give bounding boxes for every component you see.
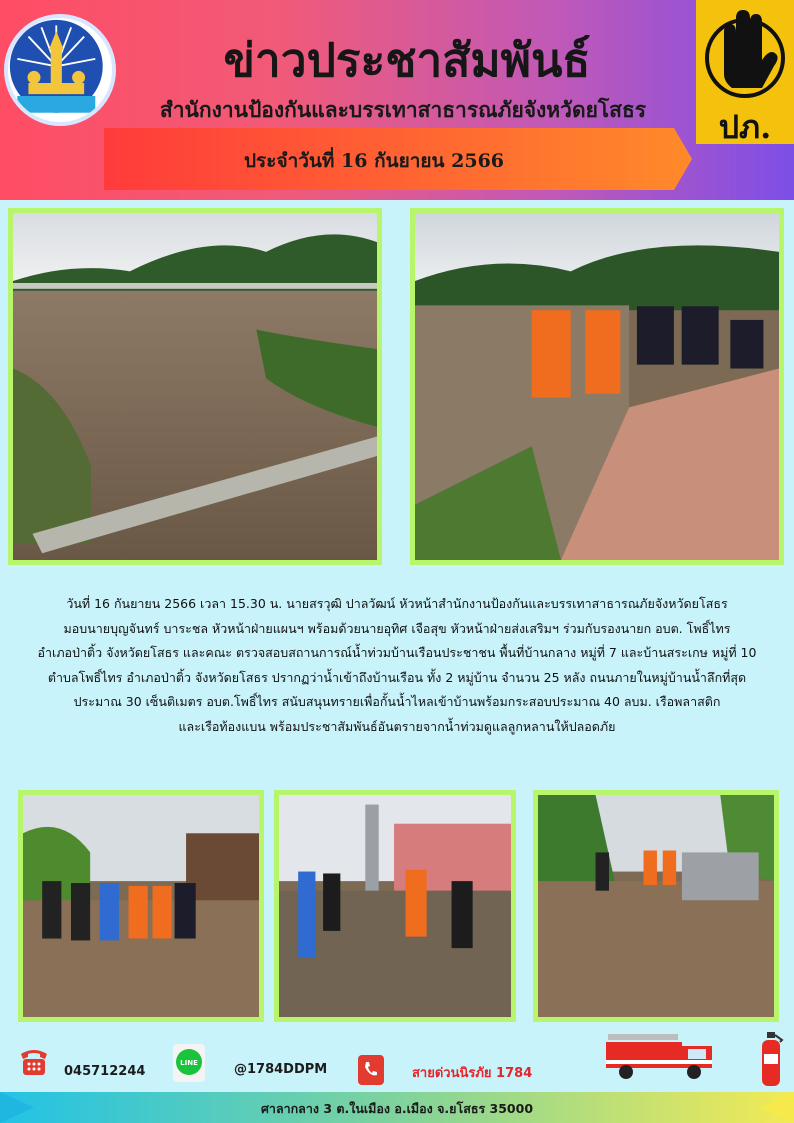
news-body	[14, 592, 780, 739]
phone-call-icon	[358, 1055, 384, 1085]
photo-flooded-river-bridge	[8, 208, 382, 565]
photo-group-in-flooded-street	[18, 790, 264, 1022]
news-line: ประมาณ 30 เซ็นติเมตร อบต.โพธิ์ไทร สนับสนุนทรายเพื่อกั้นน้ำไหลเข้าบ้านพร้อมกระสอบประมาณ 40 ลบม. เรือพลาสติก	[73, 694, 721, 709]
news-line: และเรือท้องแบน พร้อมประชาสัมพันธ์อันตรายจากน้ำท่วมดูแลลูกหลานให้ปลอดภัย	[178, 718, 616, 734]
news-line: มอบนายบุญจันทร์ บาระชล หัวหน้าฝ่ายแผนฯ พร้อมด้วยนายอุทิศ เจือสุข หัวหน้าฝ่ายส่งเสริมฯ ร่วมกับรองนายก อบต. โพธิ์ไทร	[63, 620, 731, 636]
line-app-icon-text: LINE	[180, 1059, 198, 1067]
line-id: @1784DDPM	[234, 1062, 328, 1077]
photo-flooded-village-road	[533, 790, 779, 1022]
footer-address: ศาลากลาง 3 ต.ในเมือง อ.เมือง จ.ยโสธร 35000	[260, 1101, 534, 1116]
date-label: ประจำวันที่ 16 กันยายน 2566	[243, 150, 505, 172]
ddpm-logo	[696, 0, 794, 144]
news-line: อำเภอป่าติ้ว จังหวัดยโสธร และคณะ ตรวจสอบสถานการณ์น้ำท่วมบ้านเรือนประชาชน พื้นที่บ้านกลาง หมู่ที่ 7 และบ้านสระเกษ หมู่ที่ 10	[37, 645, 757, 660]
ddpm-logo-text: ปภ.	[718, 108, 772, 144]
fire-truck-icon	[606, 1030, 718, 1080]
news-line: ตำบลโพธิ์ไทร อำเภอป่าติ้ว จังหวัดยโสธร ปรากฏว่าน้ำเข้าถึงบ้านเรือน ทั้ง 2 หมู่บ้าน จำนวน 25 หลัง ถนนภายในหมู่บ้านน้ำลึกที่สุด	[47, 669, 747, 685]
provincial-emblem-logo	[4, 14, 116, 126]
page-title: ข่าวประชาสัมพันธ์	[223, 33, 591, 87]
hotline-text: สายด่วนนิรภัย 1784	[412, 1066, 533, 1081]
news-line: วันที่ 16 กันยายน 2566 เวลา 15.30 น. นายสรวุฒิ ปาลวัฒน์ หัวหน้าสำนักงานป้องกันและบรรเทาสาธารณภัยจังหวัดยโสธร	[66, 596, 728, 611]
photo-officials-at-riverside	[410, 208, 784, 565]
line-app-icon	[173, 1044, 205, 1082]
page-subtitle: สำนักงานป้องกันและบรรเทาสาธารณภัยจังหวัดยโสธร	[159, 98, 647, 122]
telephone-icon	[18, 1044, 50, 1078]
fire-extinguisher-icon	[758, 1030, 784, 1088]
phone-number: 045712244	[64, 1064, 146, 1079]
photo-officers-at-village-house	[274, 790, 516, 1022]
